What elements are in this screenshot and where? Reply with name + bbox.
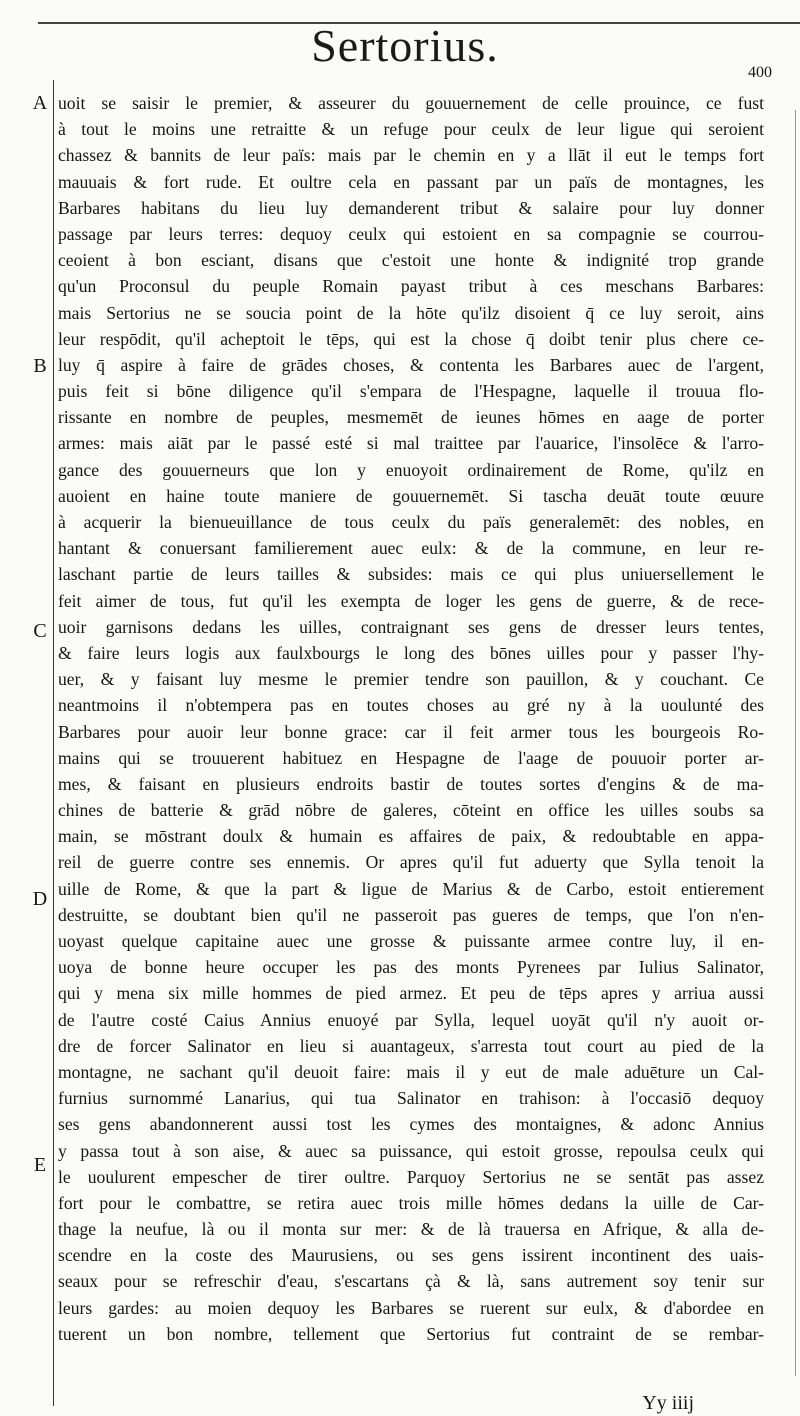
text-line: puis feit si bōne diligence qu'il s'empara de l'Hespagne, laquelle il trouua flo- [58,381,764,402]
text-line: auoient en haine toute maniere de gouuernemēt. Si tascha deuāt toute œuure [58,485,764,506]
text-line: ses gens abandonnerent aussi tost les cymes des montaignes, & adonc Annius [58,1114,764,1135]
text-line: dre de forcer Salinator en lieu si auantageux, s'arresta tout court au pied de la [58,1035,764,1056]
margin-sigle-e: E [33,1154,47,1176]
text-line: fort pour le combattre, se retira auec trois mille hōmes dedans la uille de Car- [58,1192,764,1213]
margin-sigle-b: B [33,355,47,377]
text-line: gance des gouuerneurs que lon y enuoyoit ordinairement de Rome, qu'ilz en [58,459,764,480]
text-line: scendre en la coste des Maurusiens, ou ses gens issirent incontinent des uais- [58,1245,764,1266]
text-line: uer, & y faisant luy mesme le premier tendre son pauillon, & y couchant. Ce [58,669,764,690]
text-line: à tout le moins une retraitte & un refuge pour ceulx de leur ligue qui seroient [58,119,764,140]
text-line: montagne, ne sachant qu'il deuoit faire: mais il y eut de male aduēture un Cal- [58,1061,764,1082]
signature-mark: Yy iiij [642,1392,694,1414]
text-line: uoyast quelque capitaine auec une grosse & puissante armee contre luy, il en- [58,931,764,951]
text-line: tuerent un bon nombre, tellement que Sertorius fut contraint de se rembar- [58,1323,764,1344]
text-line: chassez & bannits de leur païs: mais par le chemin en y a llāt il eut le temps fort [58,145,764,166]
text-line: armes: mais aiāt par le passé esté si mal traittee par l'auarice, l'insolēce & l'arro- [58,433,764,454]
text-line: neantmoins il n'obtempera pas en toutes choses au gré ny à la uoulunté des [58,695,764,716]
body-text [58,90,764,1347]
text-line: le uoulurent empescher de tirer oultre. Parquoy Sertorius ne se sentāt pas assez [58,1166,764,1187]
margin-sigle-a: A [32,92,48,114]
text-line: uoya de bonne heure occuper les pas des monts Pyrenees par Iulius Salinator, [58,957,764,978]
text-line: feit aimer de tous, fut qu'il les exempta de loger les gens de guerre, & de rece- [58,590,764,611]
page-number: 400 [748,64,772,81]
text-line: qu'un Proconsul du peuple Romain payast tribut à ces meschans Barbares: [58,276,764,297]
text-line: à acquerir la bienueuillance de tous ceulx du païs generalemēt: des nobles, en [58,512,764,532]
text-line: leur respōdit, qu'il acheptoit le tēps, qui est la chose q̄ doibt tenir plus chere ce- [58,328,764,349]
text-line: uoit se saisir le premier, & asseurer du gouuernement de celle prouince, ce fust [58,93,764,113]
margin-sigle-d: D [32,888,48,910]
text-line: de l'autre costé Caius Annius enuoyé par Sylla, lequel uoyāt qu'il n'y auoit or- [58,1009,764,1030]
text-line: ceoient à bon esciant, disans que c'estoit une honte & indignité trop grande [58,250,764,271]
text-line: qui y mena six mille hommes de pied armez. Et peu de tēps apres y arriua aussi [58,983,764,1004]
text-line: seaux pour se refreschir d'eau, s'escartans çà & là, sans autrement soy tenir sur [58,1271,764,1292]
running-title: Sertorius. [311,20,499,71]
text-line: mauuais & fort rude. Et oultre cela en passant par un païs de montagnes, les [58,171,764,192]
text-line: reil de guerre contre ses ennemis. Or apres qu'il fut aduerty que Sylla tenoit la [58,852,764,873]
text-line: y passa tout à son aise, & auec sa puissance, qui estoit grosse, repoulsa ceulx qui [58,1140,764,1161]
text-line: luy q̄ aspire à faire de grādes choses, & contenta les Barbares auec de l'argent, [58,354,764,375]
text-line: destruitte, se doubtant bien qu'il ne passeroit pas gueres de temps, que l'on n'en- [58,904,764,925]
text-line: mes, & faisant en plusieurs endroits bastir de toutes sortes d'engins & de ma- [58,773,764,794]
text-line: main, se mōstrant doulx & humain es affaires de paix, & redoubtable en appa- [58,826,764,847]
text-line: uoir garnisons dedans les uilles, contraignant ses gens de dresser leurs tentes, [58,616,764,637]
margin-sigle-c: C [33,620,47,642]
text-line: & faire leurs logis aux faulxbourgs le long des bōnes uilles pour y passer l'hy- [58,642,764,663]
text-line: chines de batterie & grād nōbre de galeres, cōteint en office les uilles soubs sa [58,800,764,821]
page-edge [795,110,796,1376]
text-line: passage par leurs terres: dequoy ceulx qui estoient en sa compagnie se courrou- [58,223,764,244]
margin-rule [53,80,54,1406]
text-line: Barbares pour auoir leur bonne grace: car il feit armer tous les bourgeois Ro- [58,721,764,742]
text-line: laschant partie de leurs tailles & subsides: mais ce qui plus uniuersellement le [58,564,764,585]
text-line: leurs gardes: au moien dequoy les Barbares se ruerent sur eulx, & d'abordee en [58,1297,764,1318]
text-line: mais Sertorius ne se soucia point de la hōte qu'ilz disoient q̄ ce luy seroit, ains [58,302,764,323]
text-line: rissante en nombre de peuples, mesmemēt de ieunes hōmes en aage de porter [58,407,764,428]
text-line: uille de Rome, & que la part & ligue de Marius & de Carbo, estoit entierement [58,878,764,899]
text-line: mains qui se trouuerent habituez en Hespagne de l'aage de pouuoir porter ar- [58,747,764,768]
text-line: thage la neufue, là ou il monta sur mer: & de là trauersa en Afrique, & alla de- [58,1219,764,1240]
text-line: Barbares habitans du lieu luy demanderent tribut & salaire pour luy donner [58,197,764,218]
text-line: hantant & conuersant familierement auec eulx: & de la commune, en leur re- [58,538,764,559]
text-line: furnius surnommé Lanarius, qui tua Salinator en trahison: à l'occasiō dequoy [58,1088,764,1109]
